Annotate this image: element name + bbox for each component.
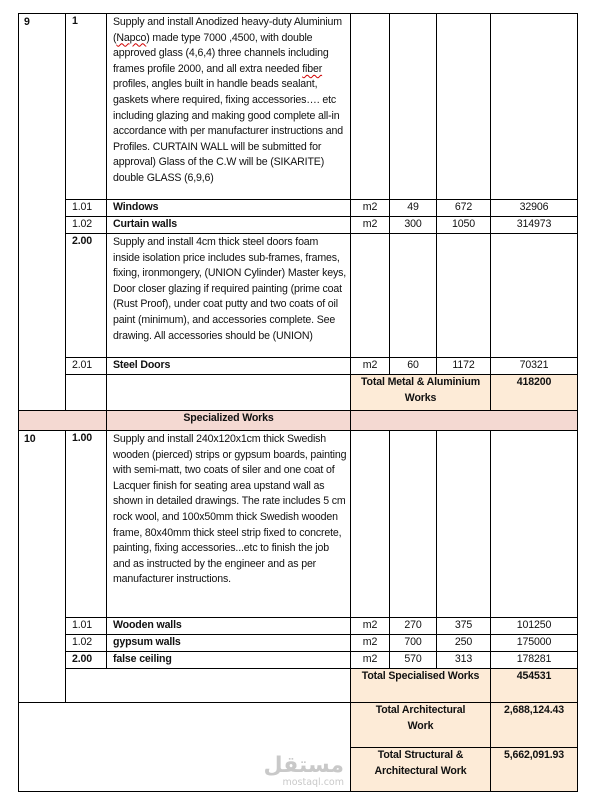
amount-cell: 314973 [491, 217, 578, 234]
subtotal-row [19, 669, 578, 703]
empty-cell [66, 669, 351, 703]
unit-cell [351, 14, 390, 200]
item-code: 1 [66, 14, 107, 200]
amount-cell: 70321 [491, 358, 578, 375]
rate-cell [437, 431, 491, 618]
section-header-fill [19, 411, 107, 431]
qty-cell: 60 [390, 358, 437, 375]
amount-cell: 178281 [491, 652, 578, 669]
watermark-logo [262, 755, 344, 788]
table-row [19, 234, 578, 358]
rate-cell [437, 234, 491, 358]
item-code: 1.02 [66, 217, 107, 234]
section-title: Specialized Works [107, 411, 351, 431]
item-description: false ceiling [107, 652, 351, 669]
empty-cell [66, 375, 107, 411]
amount-cell: 32906 [491, 200, 578, 217]
table-row [19, 635, 578, 652]
amount-cell [491, 234, 578, 358]
item-code: 1.01 [66, 200, 107, 217]
item-description: Windows [107, 200, 351, 217]
item-code: 2.00 [66, 652, 107, 669]
subtotal-value: 454531 [491, 669, 578, 703]
item-code: 1.02 [66, 635, 107, 652]
item-description: Supply and install 4cm thick steel doors foam inside isolation price includes sub-frames, frames, fixing, ironmongery, (UNION Cylinder) Master keys, Door closer glazing if required painting (prime coat (Rust Proof), under coat putty and two coats of oil paint (minimum), and accessories complete. See drawing. All accessories should be (UNION) [107, 234, 351, 358]
spellcheck-word: fiber [302, 62, 323, 75]
qty-cell [390, 14, 437, 200]
item-description: Curtain walls [107, 217, 351, 234]
item-description: Supply and install 240x120x1cm thick Swedish wooden (pierced) strips or gypsum boards, painting with semi-matt, two coats of siler and one coat of Lacquer finish for seating area upstand wall as shown in detailed drawings. The rate includes 5 cm rock wool, and 100x50mm thick Swedish wooden frame, 80x40mm thick steel strip fixed to concrete, painting, fixing accessories...etc to finish the job and as instructed by the engineer and as per manufacturer instructions. [107, 431, 351, 618]
qty-cell: 300 [390, 217, 437, 234]
unit-cell [351, 234, 390, 358]
item-code: 1.00 [66, 431, 107, 618]
item-code: 2.01 [66, 358, 107, 375]
section-header-fill [351, 411, 578, 431]
spellcheck-word: Napco [116, 31, 147, 44]
qty-cell: 270 [390, 618, 437, 635]
item-description: Supply and install Anodized heavy-duty Aluminium (Napco) made type 7000 ,4500, with double approved glass (4,6,4) three channels including frames profile 2000, and all extra needed fiber profiles, angles built in handle beads sealant, gaskets where required, fixing accessories…. etc including glazing and making good complete all-in accordance with per manufacturer instructions and Profiles. CURTAIN WALL will be submitted for approval) Glass of the C.W will be (SIKARITE) double GLASS (6,9,6) [107, 14, 351, 200]
table-row [19, 431, 578, 618]
empty-cell [107, 375, 351, 411]
item-description: Wooden walls [107, 618, 351, 635]
unit-cell: m2 [351, 358, 390, 375]
table-row [19, 358, 578, 375]
qty-cell: 700 [390, 635, 437, 652]
item-description: Steel Doors [107, 358, 351, 375]
table-row [19, 217, 578, 234]
subtotal-label: Total Specialised Works [351, 669, 491, 703]
grand-total-value: 2,688,124.43 [491, 703, 578, 748]
table-row [19, 652, 578, 669]
item-number: 10 [19, 431, 66, 703]
qty-cell [390, 431, 437, 618]
rate-cell: 1050 [437, 217, 491, 234]
table-row [19, 14, 578, 200]
qty-cell: 570 [390, 652, 437, 669]
qty-cell [390, 234, 437, 358]
amount-cell: 175000 [491, 635, 578, 652]
rate-cell: 250 [437, 635, 491, 652]
grand-total-label: Total Structural & Architectural Work [351, 748, 491, 792]
item-code: 1.01 [66, 618, 107, 635]
bill-of-quantities-table [18, 13, 578, 792]
unit-cell [351, 431, 390, 618]
section-header-row [19, 411, 578, 431]
unit-cell: m2 [351, 217, 390, 234]
unit-cell: m2 [351, 200, 390, 217]
amount-cell [491, 14, 578, 200]
unit-cell: m2 [351, 635, 390, 652]
rate-cell: 313 [437, 652, 491, 669]
rate-cell: 375 [437, 618, 491, 635]
qty-cell: 49 [390, 200, 437, 217]
grand-total-row [19, 703, 578, 748]
item-number: 9 [19, 14, 66, 411]
table-row [19, 618, 578, 635]
grand-total-value: 5,662,091.93 [491, 748, 578, 792]
grand-total-label: Total Architectural Work [351, 703, 491, 748]
unit-cell: m2 [351, 652, 390, 669]
amount-cell [491, 431, 578, 618]
table-row [19, 200, 578, 217]
item-code: 2.00 [66, 234, 107, 358]
unit-cell: m2 [351, 618, 390, 635]
watermark-latin: mostaql.com [282, 777, 344, 788]
item-description: gypsum walls [107, 635, 351, 652]
rate-cell [437, 14, 491, 200]
rate-cell: 1172 [437, 358, 491, 375]
subtotal-value: 418200 [491, 375, 578, 411]
subtotal-row [19, 375, 578, 411]
amount-cell: 101250 [491, 618, 578, 635]
watermark-arabic: مستقل [263, 753, 344, 778]
rate-cell: 672 [437, 200, 491, 217]
subtotal-label: Total Metal & Aluminium Works [351, 375, 491, 411]
